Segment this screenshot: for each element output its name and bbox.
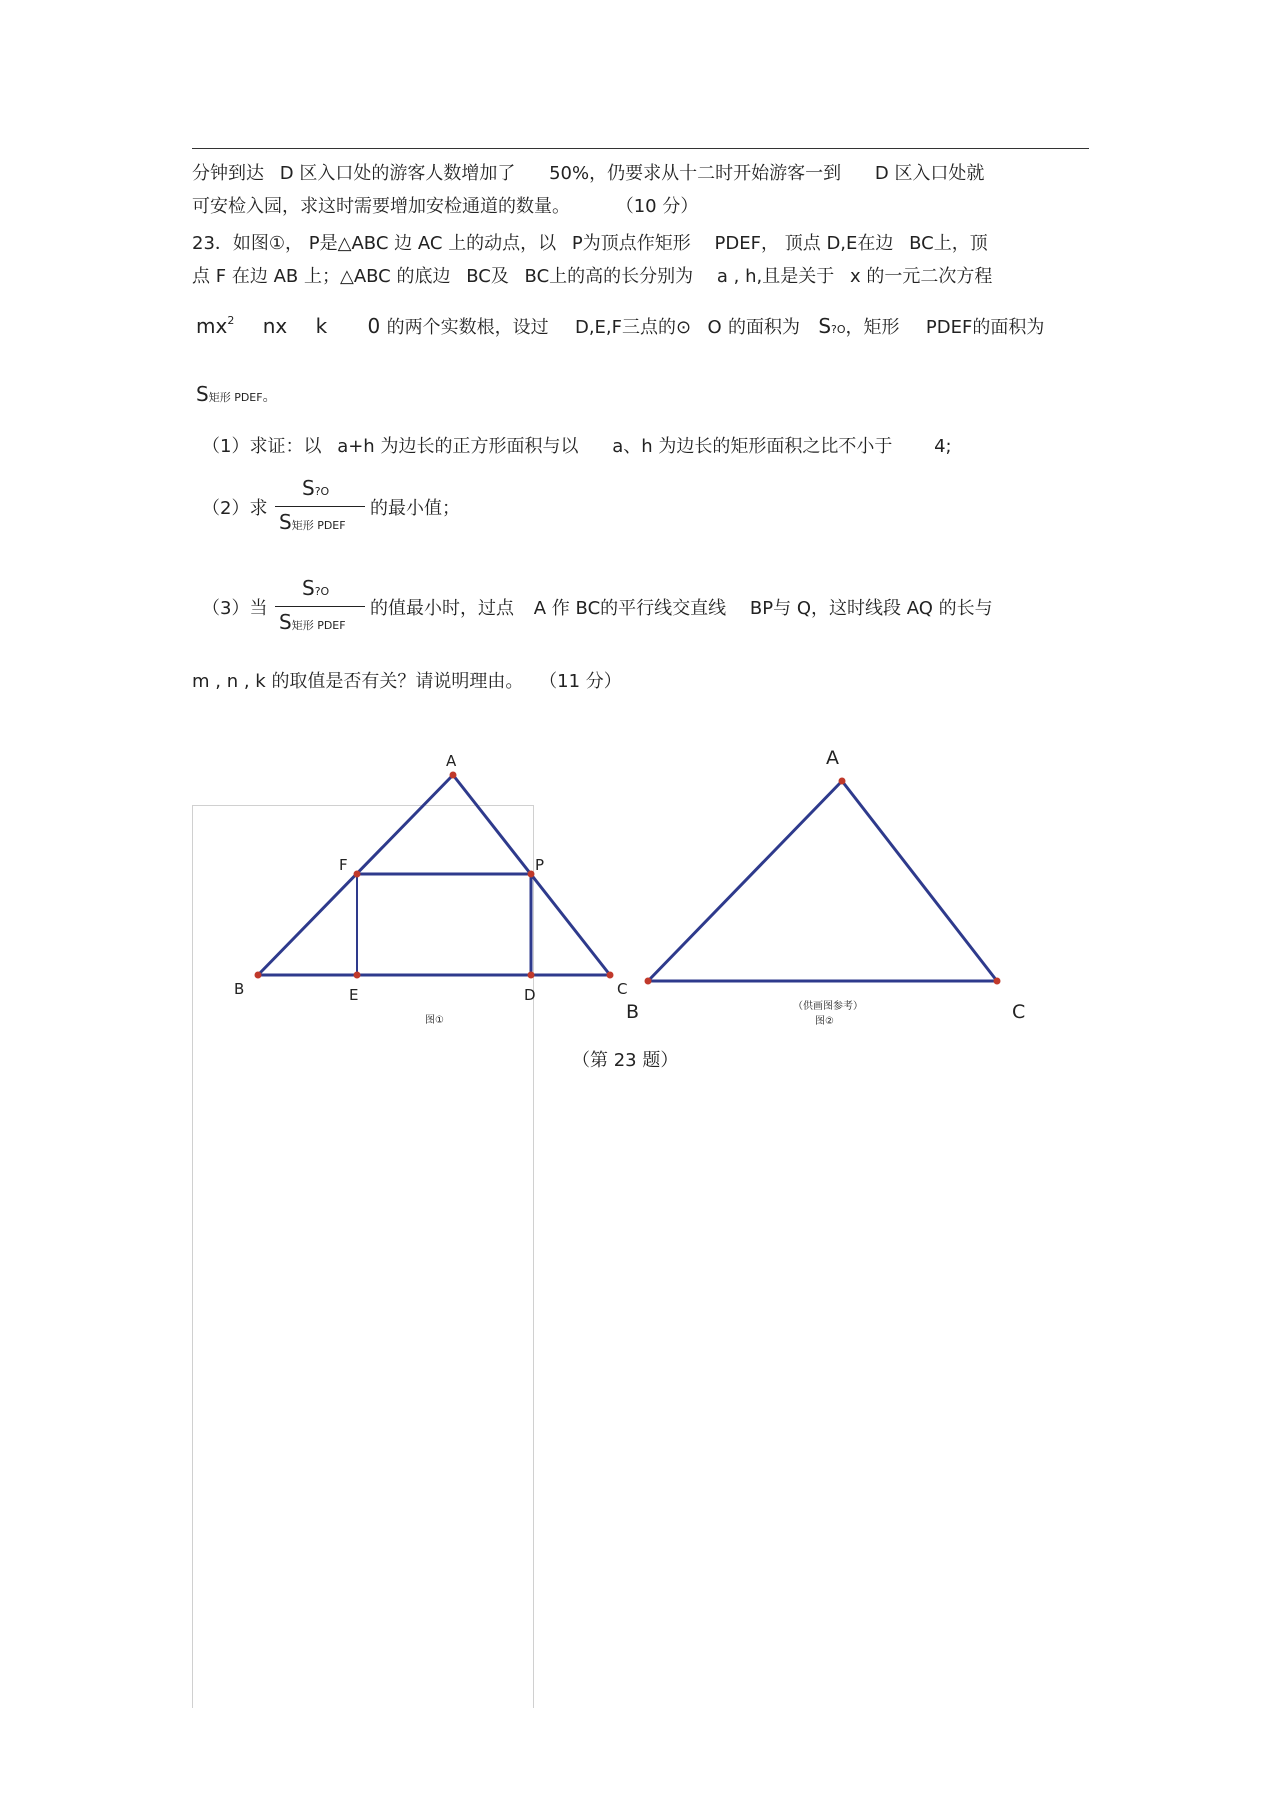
label-f: F: [339, 856, 348, 874]
point-c-2: [994, 978, 1001, 985]
q23-line-4: S矩形 PDEF。: [196, 382, 277, 406]
segment-ab-2: [648, 781, 842, 981]
figure-2: [648, 781, 997, 981]
fraction-2: S?O S矩形 PDEF: [275, 576, 365, 646]
text-line-1: 分钟到达 D 区入口处的游客人数增加了 50%，仍要求从十二时开始游客一到 D 区入口处就: [192, 163, 985, 184]
part-1: （1）求证：以 a+h 为边长的正方形面积与以 a、h 为边长的矩形面积之比不小于 4;: [202, 436, 952, 457]
figure-1: [258, 775, 610, 975]
part-3-text: 的值最小时，过点 A 作 BC的平行线交直线 BP与 Q，这时线段 AQ 的长与: [370, 598, 993, 619]
point-d: [528, 972, 535, 979]
point-b-2: [645, 978, 652, 985]
segment-ac-2: [842, 781, 997, 981]
part-3-text-b: m , n , k 的取值是否有关？请说明理由。 （11 分）: [192, 671, 622, 692]
label-a-2: A: [826, 747, 839, 769]
figure-2-points: [645, 778, 1001, 985]
part-2-label: （2）求: [202, 498, 268, 519]
figure-caption: （第 23 题）: [572, 1050, 679, 1071]
text-line-2: 可安检入园，求这时需要增加安检通道的数量。 （10 分）: [192, 196, 699, 217]
label-c-2: C: [1012, 1001, 1026, 1023]
point-e: [354, 972, 361, 979]
part-2-text: 的最小值；: [370, 498, 460, 519]
label-d: D: [524, 986, 536, 1004]
label-b: B: [234, 980, 245, 998]
q23-line-2: 点 F 在边 AB 上；△ABC 的底边 BC及 BC上的高的长分别为 a , h,且是关于 x 的一元二次方程: [192, 266, 993, 287]
fig1-caption: 图①: [425, 1015, 444, 1026]
label-e: E: [349, 986, 359, 1004]
point-a-2: [839, 778, 846, 785]
label-a: A: [446, 752, 457, 770]
fraction-1: S?O S矩形 PDEF: [275, 476, 365, 546]
point-c: [607, 972, 614, 979]
part-3-label: （3）当: [202, 598, 268, 619]
fig2-note: （供画图参考）: [793, 1001, 863, 1012]
label-p: P: [535, 856, 545, 874]
point-f: [354, 871, 361, 878]
point-p: [528, 871, 535, 878]
q23-line-1: 23．如图①， P是△ABC 边 AC 上的动点，以 P为顶点作矩形 PDEF， 顶点 D,E在边 BC上，顶: [192, 233, 988, 254]
point-a: [450, 772, 457, 779]
fig2-caption: 图②: [815, 1016, 834, 1027]
point-b: [255, 972, 262, 979]
q23-line-3: $mx^2$ nx k 0 的两个实数根，设过 D,E,F三点的⊙ O 的面积为 S?O，矩形 PDEF的面积为: [196, 314, 1045, 338]
label-b-2: B: [626, 1001, 640, 1023]
label-c: C: [617, 980, 628, 998]
